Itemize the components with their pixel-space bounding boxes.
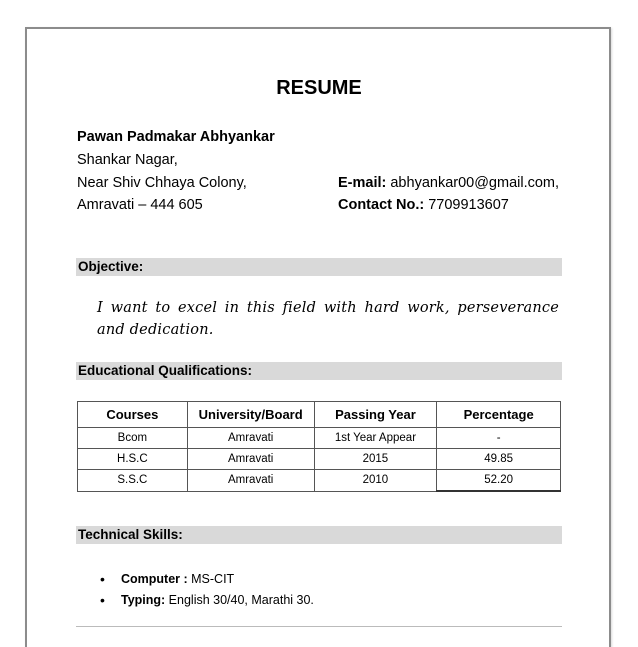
table-row <box>78 428 561 449</box>
education-heading: Educational Qualifications: <box>76 362 562 380</box>
table-cell: 52.20 <box>437 470 561 492</box>
table-cell: 2010 <box>314 470 437 492</box>
objective-heading: Objective: <box>76 258 562 276</box>
column-header: Courses <box>78 402 188 428</box>
table-cell: - <box>437 428 561 449</box>
table-cell: Bcom <box>78 428 188 449</box>
skill-label: Typing: <box>121 593 166 607</box>
email-line <box>338 175 559 191</box>
column-header: University/Board <box>187 402 314 428</box>
applicant-name: Pawan Padmakar Abhyankar <box>77 129 275 145</box>
skills-heading: Technical Skills: <box>76 526 562 544</box>
email-label: E-mail: <box>338 175 387 191</box>
phone-value: 7709913607 <box>424 197 509 213</box>
address-line-2: Near Shiv Chhaya Colony, <box>77 175 247 191</box>
divider <box>76 626 562 627</box>
address-line-1: Shankar Nagar, <box>77 152 178 168</box>
page-title: RESUME <box>276 77 362 99</box>
column-header: Passing Year <box>314 402 437 428</box>
skill-value: MS-CIT <box>187 572 235 586</box>
table-cell: 2015 <box>314 449 437 470</box>
table-cell: S.S.C <box>78 470 188 492</box>
skills-list <box>100 569 314 611</box>
list-item <box>100 569 314 590</box>
skill-label: Computer : <box>121 572 188 586</box>
address-line-3: Amravati – 444 605 <box>77 197 203 213</box>
table-row <box>78 449 561 470</box>
phone-line <box>338 197 509 213</box>
email-value: abhyankar00@gmail.com, <box>386 175 560 191</box>
table-row <box>78 470 561 492</box>
table-cell: Amravati <box>187 470 314 492</box>
table-cell: Amravati <box>187 449 314 470</box>
objective-text: I want to excel in this field with hard work, perseverance and dedication. <box>97 300 559 338</box>
table-cell: Amravati <box>187 428 314 449</box>
table-cell: 49.85 <box>437 449 561 470</box>
table-cell: H.S.C <box>78 449 188 470</box>
education-table <box>77 401 561 492</box>
phone-label: Contact No.: <box>338 197 425 213</box>
table-cell: 1st Year Appear <box>314 428 437 449</box>
skill-value: English 30/40, Marathi 30. <box>165 593 314 607</box>
column-header: Percentage <box>437 402 561 428</box>
list-item <box>100 590 314 611</box>
table-header-row <box>78 402 561 428</box>
